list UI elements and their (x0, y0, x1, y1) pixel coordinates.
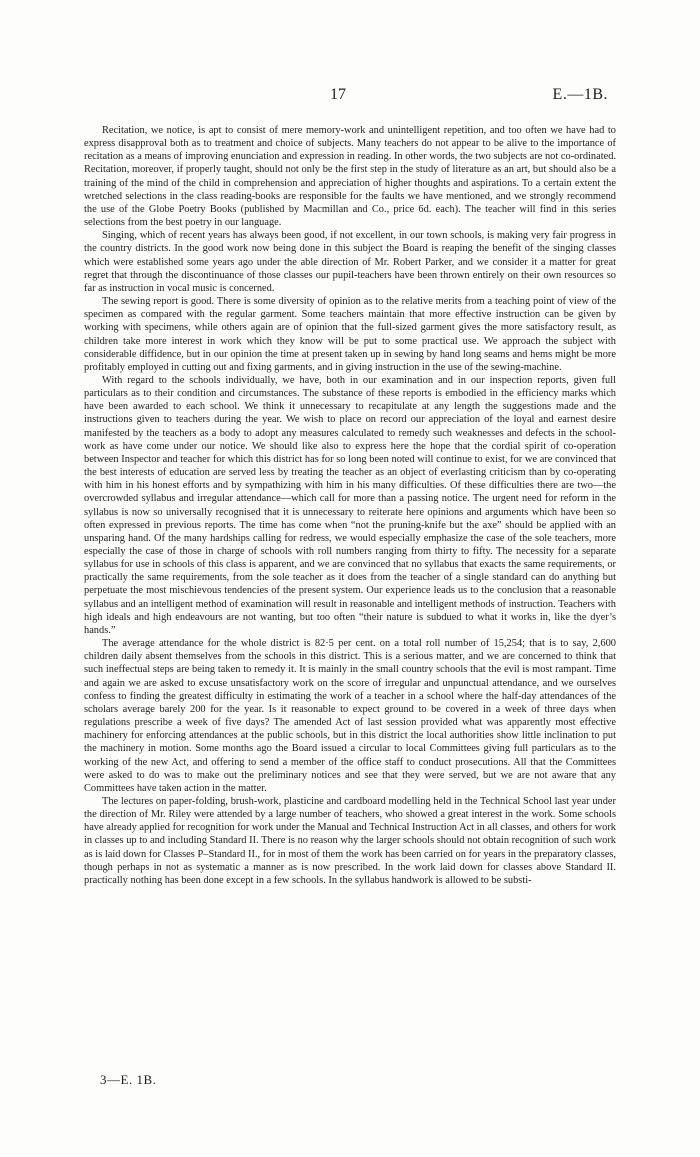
body-text (84, 124, 616, 887)
page-number: 17 (330, 86, 346, 103)
paragraph-attendance: The average attendance for the whole district is 82·5 per cent. on a total roll number of 15,254; that is to say, 2,600 children daily absent themselves from the schools in this district. This is a serious matter, and we are concerned to think that such ineffectual steps are being taken to remedy it. It is mainly in the small country schools that the evil is most rampant. Time and again we are asked to excuse unsatisfactory work on the score of irregular and unpunctual attendance, and we ourselves confess to finding the greatest difficulty in estimating the work of a teacher in a school where the half-day attendances of the scholars average barely 200 for the year. Is it reasonable to expect ground to be covered in a week of three days when regulations prescribe a week of five days? The amended Act of last session provided what was apparently most effective machinery for enforcing attendances at the public schools, but in this district the local authorities show little inclination to put the machinery in motion. Some months ago the Board issued a circular to local Committees giving full particulars as to the working of the new Act, and offering to send a member of the office staff to conduct prosecutions. All that the Committees were asked to do was to make out the preliminary notices and see that they were served, but we are not aware that any Committees have taken action in the matter. (84, 638, 616, 794)
paragraph-recitation: Recitation, we notice, is apt to consist of mere memory-work and unintelligent repetition, and too often we have had to express disapproval both as to treatment and choice of subjects. Many teachers do not appear to be alive to the importance of recitation as a means of improving enunciation and expression in reading. In other words, the two subjects are not co-ordinated. Recitation, moreover, if properly taught, should not only be the first step in the study of literature as an art, but should also be a training of the mind of the child in comprehension and appreciation of higher thoughts and aspirations. To a certain extent the wretched selections in the class reading-books are responsible for the faults we have mentioned, and we strongly recommend the use of the Globe Poetry Books (published by Macmillan and Co., price 6d. each). The teacher will find in this series selections from the best poetry in our language. (84, 125, 616, 229)
paragraph-lectures: The lectures on paper-folding, brush-work, plasticine and cardboard modelling held in the Technical School last year under the direction of Mr. Riley were attended by a large number of teachers, who showed a great interest in the work. Some schools have already applied for recognition for work under the Manual and Technical Instruction Act in all classes, and others for work in classes up to and including Standard II. There is no reason why the larger schools should not obtain recognition of such work as is laid down for Classes P–Standard II., for in most of them the work has been carried on for years in the preparatory classes, though perhaps in not as systematic a manner as is now prescribed. In the work laid down for classes above Standard II. practically nothing has been done except in a few schools. In the syllabus handwork is allowed to be substi- (84, 795, 617, 886)
paragraph-sewing: The sewing report is good. There is some diversity of opinion as to the relative merits from a teaching point of view of the specimen as compared with the regular garment. Some teachers maintain that more effective instruction can be given by working with specimens, while others again are of opinion that the full-sized garment gives the more satisfactory result, as children take more interest in work which they know will be put to some practical use. We approach the subject with considerable diffidence, but in our opinion the time at present taken up in sewing by hand long seams and hems might be more profitably employed in cutting out and fixing garments, and in giving instruction in the use of the sewing-machine. (84, 296, 616, 373)
page-signature: 3—E. 1B. (100, 1072, 157, 1087)
paragraph-schools: With regard to the schools individually, we have, both in our examination and in our inspection reports, given full particulars as to their condition and circumstances. The substance of these reports is embodied in the efficiency marks which have been awarded to each school. We think it unnecessary to recapitulate at any length the suggestions made and the instructions given to teachers during the year. We wish to place on record our appreciation of the loyal and earnest desire manifested by the teachers as a body to adopt any measures calculated to remedy such weaknesses and defects in the school-work as have come under our notice. We should like also to express here the hope that the cordial spirit of co-operation between Inspector and teacher for which this district has for so long been noted will continue to exist, for we are convinced that the best interests of education are served less by treating the teacher as an object of everlasting criticism than by co-operating with him in his honest efforts and by sympathizing with him in his many difficulties. Of these difficulties there are two—the overcrowded syllabus and irregular attendance—which call for more than a passing notice. The urgent need for reform in the syllabus is now so universally recognised that it is unnecessary to reiterate here opinions and arguments which have been so often expressed in previous reports. The time has come when “not the pruning-knife but the axe” should be applied with an unsparing hand. Of the many hardships calling for redress, we would especially emphasize the case of the sole teachers, more especially the case of those in charge of schools with roll numbers ranging from thirty to fifty. The necessity for a separate syllabus for use in schools of this class is apparent, and we are convinced that no syllabus that exacts the same requirements, or practically the same requirements, from the sole teacher as it does from the teacher of a single standard can do anything but perpetuate the most mischievous tendencies of the present system. Our experience leads us to the conclusion that a reasonable syllabus and an intelligent method of examination will result in reasonable and intelligent methods of instruction. Teachers with high ideals and high endeavours are not wanting, but too often “their nature is subdued to what it works in, like the dyer’s hands.” (84, 374, 616, 636)
page-header (0, 86, 700, 108)
document-reference: E.—1B. (552, 86, 608, 103)
paragraph-singing: Singing, which of recent years has always been good, if not excellent, in our town schools, is making very fair progress in the country districts. In the good work now being done in this subject the Board is reaping the benefit of the singing classes which were established some years ago under the able direction of Mr. Robert Parker, and we consider it a matter for great regret that through the discontinuance of those classes our pupil-teachers have been thrown entirely on their own resources so far as instruction in vocal music is concerned. (84, 230, 616, 294)
